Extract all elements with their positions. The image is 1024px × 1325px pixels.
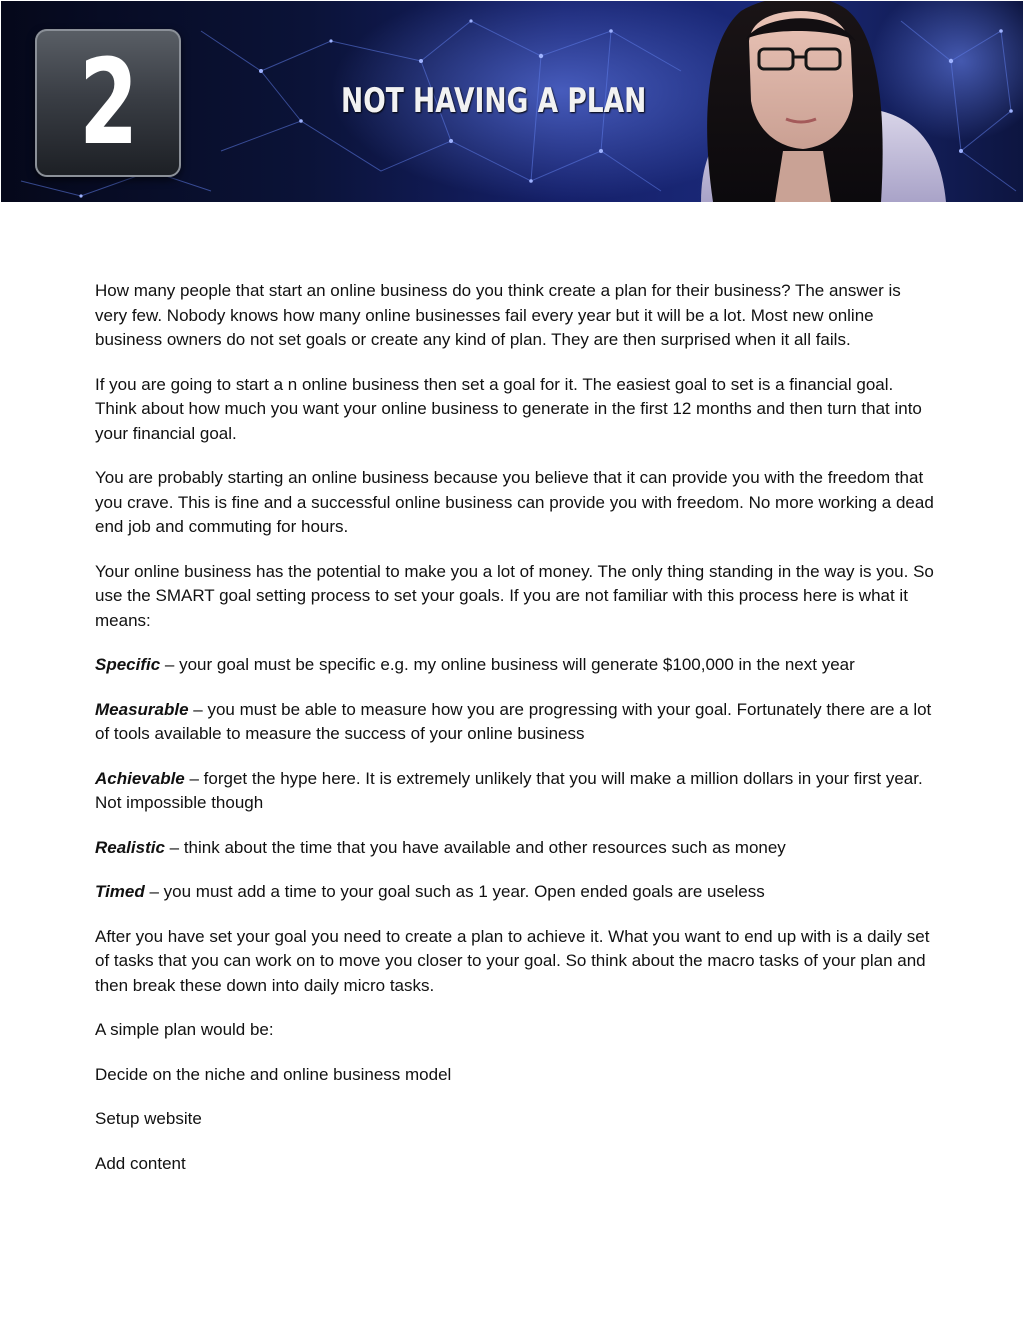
paragraph: If you are going to start a n online business then set a goal for it. The easiest goal to set is a financial goal. Think about how much you want your online business to generate in the first 12 months and then turn that into your financial goal. [95,374,922,443]
paragraph: After you have set your goal you need to create a plan to achieve it. What you want to end up with is a daily set of tasks that you can work on to move you closer to your goal. So think about the macro tasks of your plan and then break these down into daily micro tasks. [95,926,930,995]
smart-item-specific [95,653,935,678]
header-banner [1,1,1023,202]
article-body [95,279,935,1196]
plan-step: Decide on the niche and online business model [95,1064,452,1084]
smart-item-measurable [95,698,935,747]
chapter-number: 2 [79,33,137,171]
paragraph: You are probably starting an online business because you believe that it can provide you with the freedom that you crave. This is fine and a successful online business can provide you with freedom. No more working a dead end job and commuting for hours. [95,468,934,536]
smart-item-realistic [95,836,935,861]
paragraph: Your online business has the potential to make you a lot of money. The only thing standing in the way is you. So use the SMART goal setting process to set your goals. If you are not familiar with this process here is what it means: [95,561,934,630]
paragraph: How many people that start an online business do you think create a plan for their business? The answer is very few. Nobody knows how many online businesses fail every year but it will be a lot. Most new online business owners do not set goals or create any kind of plan. They are then surprised when it all fails. [95,281,901,349]
smart-description: – you must add a time to your goal such as 1 year. Open ended goals are useless [144,882,765,901]
smart-term: Timed [95,882,145,901]
smart-term: Realistic [95,837,165,857]
paragraph: A simple plan would be: [95,1020,274,1039]
smart-description: – think about the time that you have available and other resources such as money [164,837,786,857]
chapter-title: NOT HAVING A PLAN [341,81,647,121]
smart-description: – you must be able to measure how you are progressing with your goal. Fortunately there are a lot of tools available to measure the success of your online business [95,699,932,743]
plan-step: Add content [95,1153,186,1173]
smart-term: Specific [95,655,161,674]
chapter-number-tile [35,29,181,177]
plan-step: Setup website [95,1109,202,1128]
smart-term: Achievable [95,768,185,788]
smart-term: Measurable [95,699,189,719]
smart-item-timed [95,880,935,905]
smart-description: – forget the hype here. It is extremely unlikely that you will make a million dollars in your first year. Not impossible though [95,768,923,812]
smart-item-achievable [95,767,935,816]
smart-description: – your goal must be specific e.g. my online business will generate $100,000 in the next year [160,655,855,674]
